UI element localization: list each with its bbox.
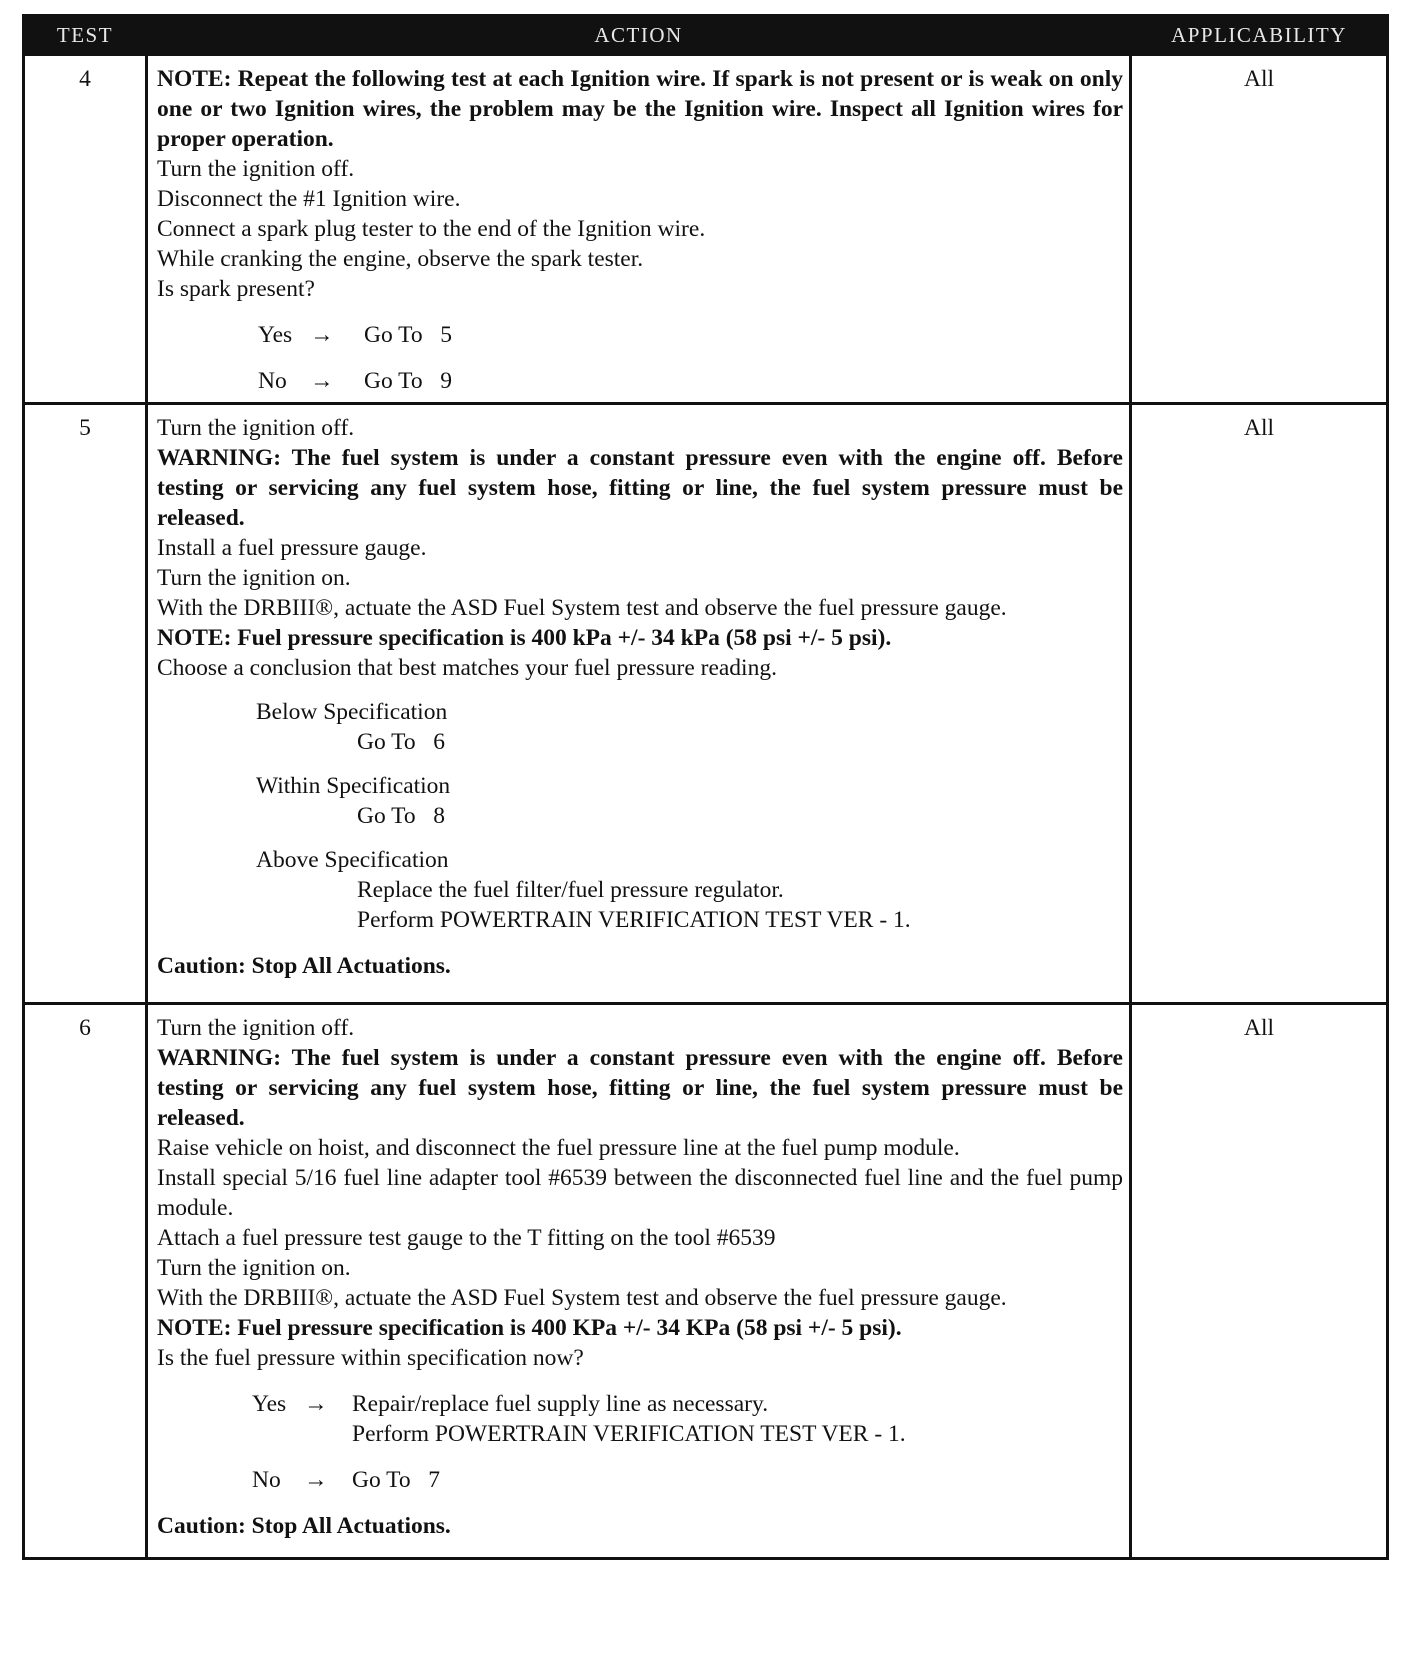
branch-no xyxy=(157,366,1123,396)
conclusion-above xyxy=(157,845,1123,935)
step-text: Disconnect the #1 Ignition wire. xyxy=(157,186,461,212)
step-text: With the DRBIII®, actuate the ASD Fuel System test and observe the fuel pressure gauge. xyxy=(157,595,1007,621)
applicability-value: All xyxy=(1131,404,1388,1004)
step-text: Install a fuel pressure gauge. xyxy=(157,535,427,561)
note-text: NOTE: Fuel pressure specification is 400 KPa +/- 34 KPa (58 psi +/- 5 psi). xyxy=(157,1315,902,1341)
note-text: NOTE: Fuel pressure specification is 400 kPa +/- 34 kPa (58 psi +/- 5 psi). xyxy=(157,625,892,651)
header-test: TEST xyxy=(24,16,147,55)
header-row xyxy=(24,16,1388,55)
caution-text: Caution: Stop All Actuations. xyxy=(157,953,451,979)
test-number: 6 xyxy=(24,1004,147,1559)
arrow-icon: → xyxy=(304,1467,328,1493)
action-cell xyxy=(147,404,1131,1004)
test-number: 5 xyxy=(24,404,147,1004)
table-row-test-6 xyxy=(24,1004,1388,1559)
action-cell xyxy=(147,1004,1131,1559)
diagnostic-test-sheet xyxy=(22,14,1386,1560)
conclusion-target: Replace the fuel filter/fuel pressure regulator. xyxy=(357,877,784,903)
caution-text: Caution: Stop All Actuations. xyxy=(157,1513,451,1539)
branch-yes xyxy=(157,1389,1123,1449)
header-action: ACTION xyxy=(147,16,1131,55)
diagnostic-test-table xyxy=(22,14,1389,1560)
conclusion-within xyxy=(157,771,1123,831)
branch-target: Go To 5 xyxy=(364,322,453,348)
step-text: Connect a spark plug tester to the end of the Ignition wire. xyxy=(157,216,706,242)
step-text: Raise vehicle on hoist, and disconnect the fuel pressure line at the fuel pump module. xyxy=(157,1135,960,1161)
branch-target-line: Go To 7 xyxy=(352,1467,441,1493)
step-text: Install special 5/16 fuel line adapter tool #6539 between the disconnected fuel line and the fuel pump module. xyxy=(157,1165,1123,1221)
step-text: With the DRBIII®, actuate the ASD Fuel System test and observe the fuel pressure gauge. xyxy=(157,1285,1007,1311)
question-text: Is the fuel pressure within specification now? xyxy=(157,1345,584,1371)
branch-label: No xyxy=(252,1467,281,1493)
applicability-value: All xyxy=(1131,1004,1388,1559)
question-text: Choose a conclusion that best matches your fuel pressure reading. xyxy=(157,655,777,681)
branch-target: Go To 9 xyxy=(364,368,453,394)
arrow-icon: → xyxy=(310,322,334,348)
conclusion-label: Within Specification xyxy=(256,773,451,799)
step-text: Turn the ignition on. xyxy=(157,1255,351,1281)
branch-label: No xyxy=(258,368,287,394)
table-row-test-5 xyxy=(24,404,1388,1004)
conclusion-label: Below Specification xyxy=(256,699,448,725)
branch-target-line: Perform POWERTRAIN VERIFICATION TEST VER - 1. xyxy=(352,1421,906,1447)
arrow-icon: → xyxy=(310,368,334,394)
warning-text: WARNING: The fuel system is under a constant pressure even with the engine off. Before testing or servicing any fuel system hose, fitting or line, the fuel system pressure must be released. xyxy=(157,1045,1123,1131)
branch-label: Yes xyxy=(258,322,293,348)
arrow-icon: → xyxy=(304,1391,328,1417)
warning-text: WARNING: The fuel system is under a constant pressure even with the engine off. Before testing or servicing any fuel system hose, fitting or line, the fuel system pressure must be released. xyxy=(157,445,1123,531)
step-text: Turn the ignition off. xyxy=(157,415,355,441)
step-text: Turn the ignition off. xyxy=(157,1015,355,1041)
action-cell xyxy=(147,55,1131,404)
table-row-test-4 xyxy=(24,55,1388,404)
question-text: Is spark present? xyxy=(157,276,315,302)
step-text: While cranking the engine, observe the spark tester. xyxy=(157,246,644,272)
branch-no xyxy=(157,1465,1123,1495)
step-text: Turn the ignition off. xyxy=(157,156,355,182)
branch-yes xyxy=(157,320,1123,350)
branch-label: Yes xyxy=(252,1391,287,1417)
header-applicability: APPLICABILITY xyxy=(1131,16,1388,55)
step-text: Attach a fuel pressure test gauge to the T fitting on the tool #6539 xyxy=(157,1225,776,1251)
step-text: Turn the ignition on. xyxy=(157,565,351,591)
conclusion-target: Go To 6 xyxy=(357,729,446,755)
note-text: NOTE: Repeat the following test at each Ignition wire. If spark is not present or is weak on only one or two Ignition wires, the problem may be the Ignition wire. Inspect all Ignition wires for proper operation. xyxy=(157,66,1123,152)
conclusion-below xyxy=(157,697,1123,757)
test-number: 4 xyxy=(24,55,147,404)
branch-target xyxy=(352,1465,1123,1495)
conclusion-label: Above Specification xyxy=(256,847,449,873)
branch-target xyxy=(352,1389,1123,1449)
applicability-value: All xyxy=(1131,55,1388,404)
branch-target-line: Repair/replace fuel supply line as necessary. xyxy=(352,1391,769,1417)
conclusion-target: Perform POWERTRAIN VERIFICATION TEST VER - 1. xyxy=(357,907,911,933)
conclusion-target: Go To 8 xyxy=(357,803,446,829)
